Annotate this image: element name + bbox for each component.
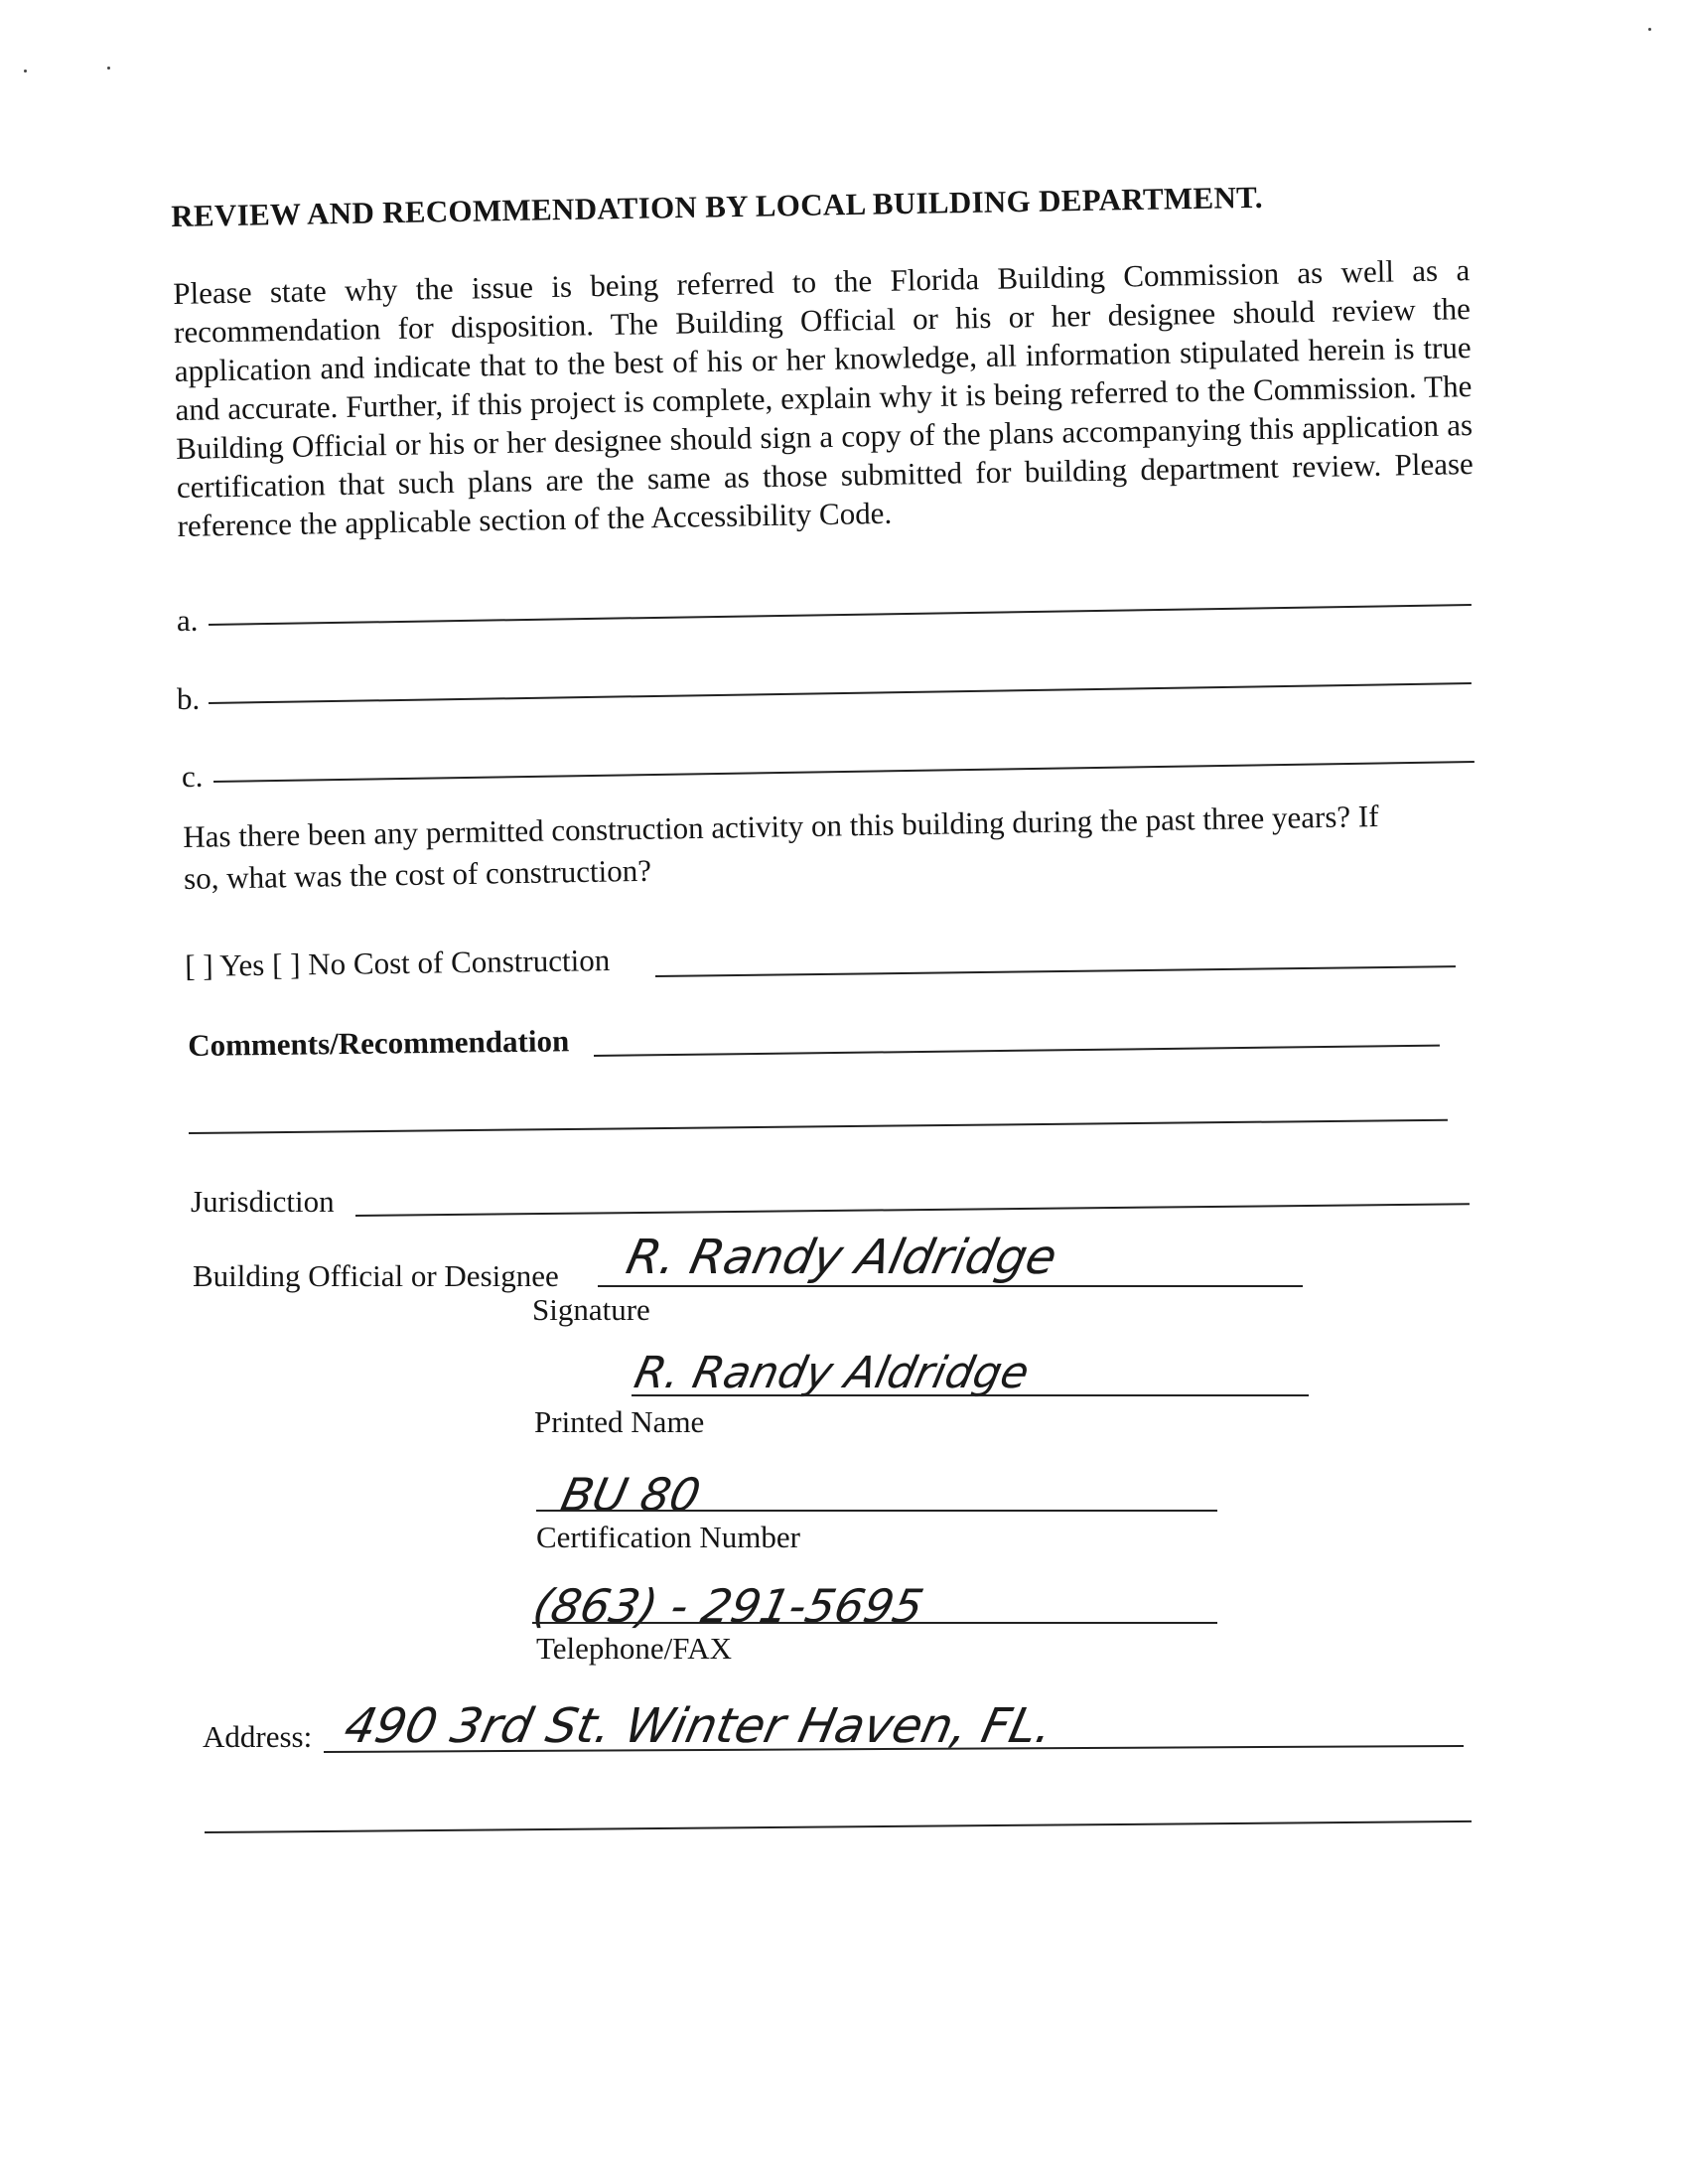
printed-name-line[interactable] bbox=[632, 1394, 1309, 1396]
item-b-line[interactable] bbox=[209, 682, 1472, 704]
building-official-label: Building Official or Designee bbox=[193, 1258, 559, 1293]
cost-of-construction-line[interactable] bbox=[655, 965, 1456, 977]
comments-label: Comments/Recommendation bbox=[188, 1023, 570, 1063]
printed-name-handwriting: R. Randy Aldridge bbox=[630, 1348, 1034, 1398]
item-c-label: c. bbox=[182, 759, 204, 794]
certification-number-caption: Certification Number bbox=[536, 1520, 800, 1554]
yes-checkbox[interactable]: [ ] Yes bbox=[185, 946, 265, 983]
jurisdiction-label: Jurisdiction bbox=[191, 1184, 335, 1219]
telephone-handwriting: (863) - 291-5695 bbox=[528, 1579, 928, 1633]
address-handwriting: 490 3rd St. Winter Haven, FL. bbox=[340, 1698, 1058, 1754]
question-line-1: Has there been any permitted construction activity on this building during the past three years? If bbox=[183, 798, 1379, 854]
comments-line-2[interactable] bbox=[189, 1119, 1448, 1134]
scan-speck bbox=[107, 67, 110, 70]
telephone-caption: Telephone/FAX bbox=[536, 1631, 732, 1666]
printed-name-caption: Printed Name bbox=[534, 1404, 705, 1439]
telephone-line[interactable] bbox=[532, 1622, 1217, 1624]
address-label: Address: bbox=[203, 1719, 313, 1754]
question-line-2: so, what was the cost of construction? bbox=[183, 852, 652, 896]
address-line-2[interactable] bbox=[205, 1820, 1472, 1833]
certification-number-handwriting: BU 80 bbox=[556, 1468, 706, 1522]
signature-line[interactable] bbox=[598, 1285, 1303, 1287]
construction-question bbox=[183, 796, 1380, 900]
scan-speck bbox=[1648, 28, 1651, 31]
signature-caption: Signature bbox=[532, 1292, 650, 1327]
item-a-label: a. bbox=[177, 603, 199, 638]
cost-of-construction-label: Cost of Construction bbox=[352, 943, 611, 981]
scan-speck bbox=[24, 70, 27, 73]
signature-handwriting: R. Randy Aldridge bbox=[622, 1230, 1062, 1285]
item-c-line[interactable] bbox=[213, 761, 1475, 783]
cost-row bbox=[185, 943, 610, 984]
certification-number-line[interactable] bbox=[536, 1510, 1217, 1512]
item-b-label: b. bbox=[177, 681, 201, 716]
no-checkbox[interactable]: [ ] No bbox=[271, 946, 347, 982]
comments-line-1[interactable] bbox=[594, 1045, 1440, 1057]
jurisdiction-line[interactable] bbox=[355, 1203, 1470, 1217]
instructions-paragraph: Please state why the issue is being referred to the Florida Building Commission as well as a recommendation for disposition. The Building Official or his or her designee should review the application and indicate that to the best of his or her knowledge, all information stipulated herein is true and accurate. Further, if this project is complete, explain why it is being referred to the Commission. The Building Official or his or her designee should sign a copy of the plans accompanying this application as certification that such plans are the same as those submitted for building department review. Please reference the applicable section of the Accessibility Code. bbox=[173, 252, 1475, 543]
page-heading: REVIEW AND RECOMMENDATION BY LOCAL BUILDING DEPARTMENT. bbox=[171, 179, 1264, 233]
item-a-line[interactable] bbox=[209, 604, 1472, 626]
